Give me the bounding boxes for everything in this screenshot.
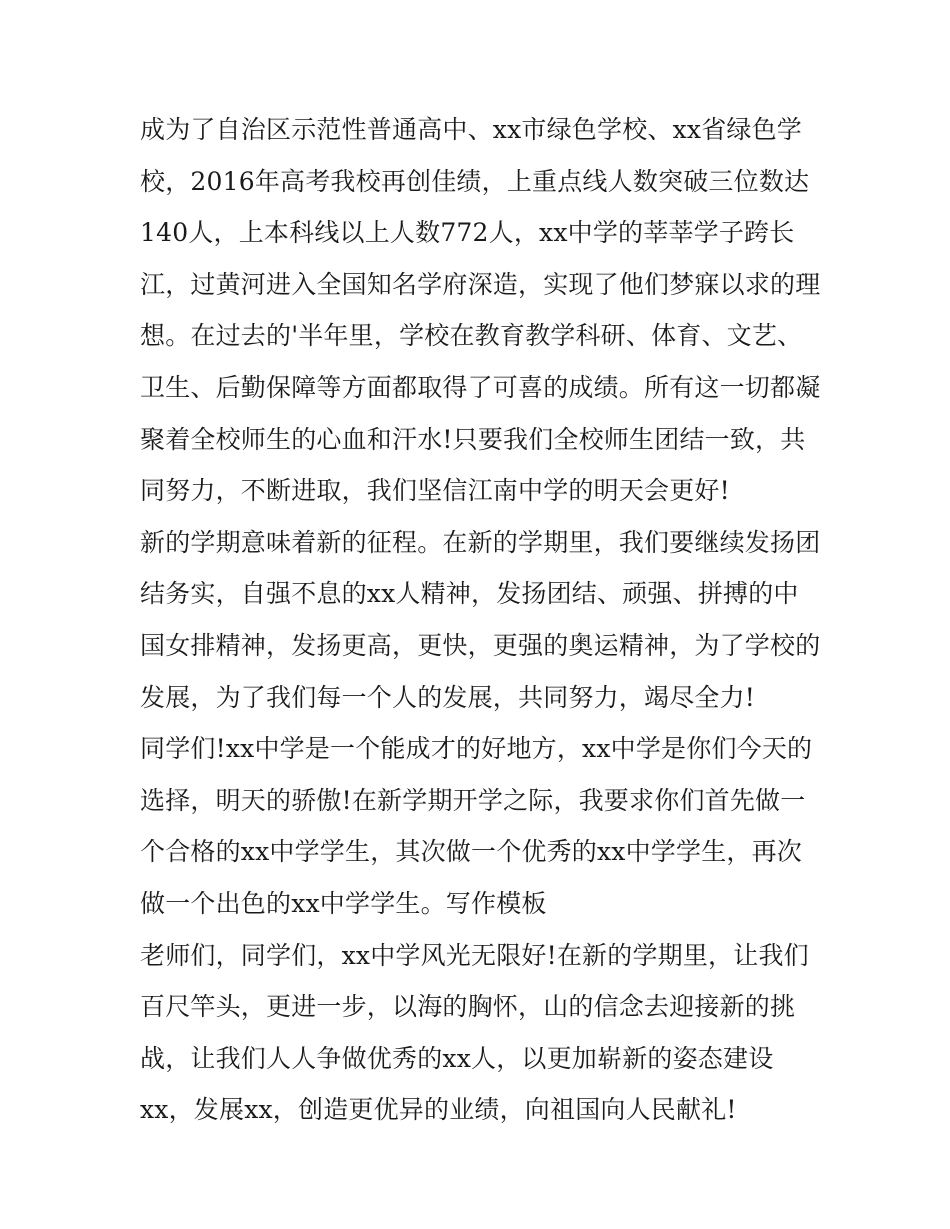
body-text xyxy=(140,104,820,1136)
text-line: 同学们!xx中学是一个能成才的好地方，xx中学是你们今天的 xyxy=(140,734,813,764)
text-line: 卫生、后勤保障等方面都取得了可喜的成绩。所有这一切都凝 xyxy=(140,372,821,402)
text-line: 校，2016年高考我校再创佳绩，上重点线人数突破三位数达 xyxy=(140,166,810,196)
text-line: 做一个出色的xx中学学生。写作模板 xyxy=(140,888,547,918)
text-line: 结务实，自强不息的xx人精神，发扬团结、顽强、拼搏的中 xyxy=(140,579,799,609)
text-line: 江，过黄河进入全国知名学府深造，实现了他们梦寐以求的理 xyxy=(140,269,821,299)
text-line: 百尺竿头，更进一步，以海的胸怀，山的信念去迎接新的挑 xyxy=(140,992,796,1022)
text-line: 同努力，不断进取，我们坚信江南中学的明天会更好! xyxy=(140,476,730,506)
text-line: 成为了自治区示范性普通高中、xx市绿色学校、xx省绿色学 xyxy=(140,115,802,144)
text-line: xx，发展xx，创造更优异的业绩，向祖国向人民献礼! xyxy=(140,1095,737,1125)
text-line: 想。在过去的'半年里，学校在教育教学科研、体育、文艺、 xyxy=(140,321,803,351)
text-line: 聚着全校师生的心血和汗水!只要我们全校师生团结一致，共 xyxy=(140,424,806,454)
text-line: 老师们，同学们，xx中学风光无限好!在新的学期里，让我们 xyxy=(140,940,809,970)
text-line: 选择，明天的骄傲!在新学期开学之际，我要求你们首先做一 xyxy=(140,785,806,815)
text-line: 140人，上本科线以上人数772人，xx中学的莘莘学子跨长 xyxy=(140,218,795,248)
text-line: 新的学期意味着新的征程。在新的学期里，我们要继续发扬团 xyxy=(140,527,821,557)
text-line: 发展，为了我们每一个人的发展，共同努力，竭尽全力! xyxy=(140,682,756,712)
text-line: 国女排精神，发扬更高，更快，更强的奥运精神，为了学校的 xyxy=(140,630,821,660)
text-line: 战，让我们人人争做优秀的xx人，以更加崭新的姿态建设 xyxy=(140,1043,774,1073)
text-line: 个合格的xx中学学生，其次做一个优秀的xx中学学生，再次 xyxy=(140,837,802,867)
